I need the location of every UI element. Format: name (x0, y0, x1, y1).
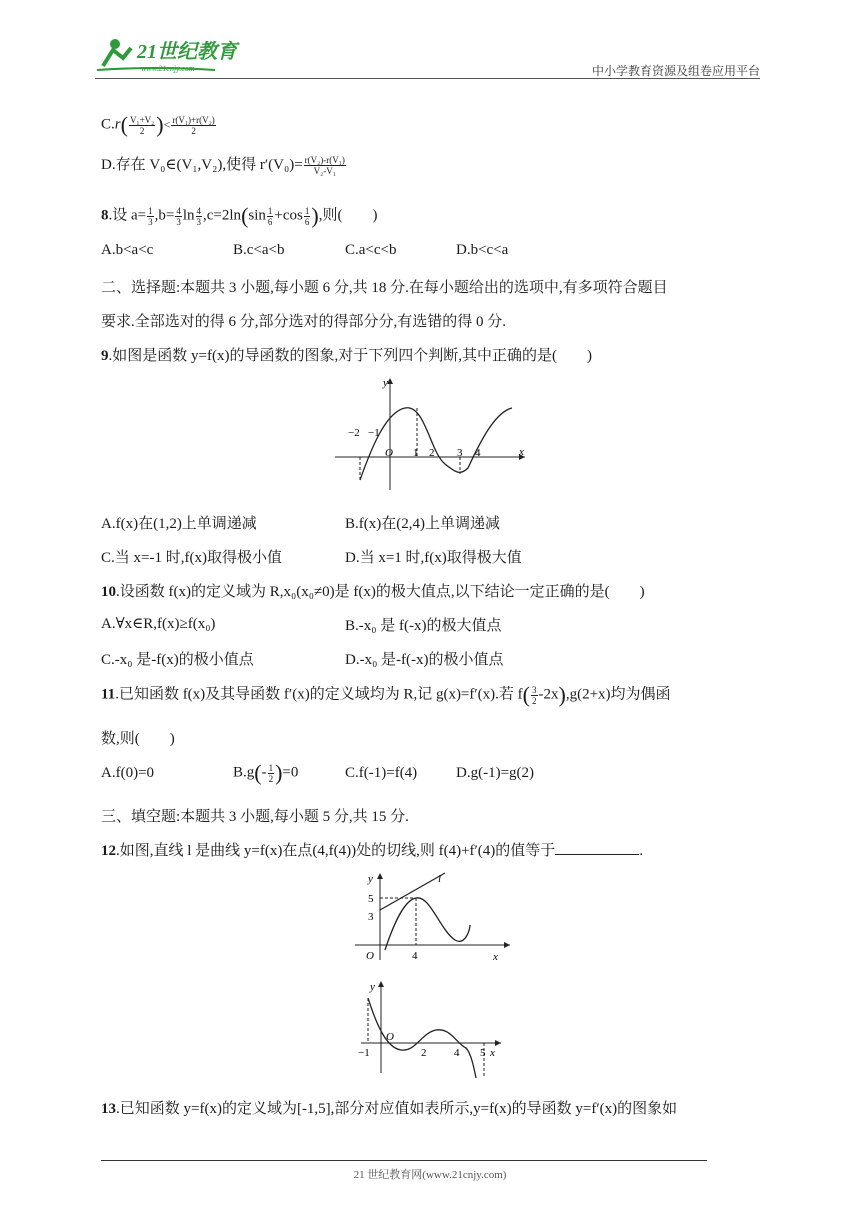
q10-option-d: D.-x₀ 是-f(-x)的极小值点 (345, 652, 504, 668)
q12-answer-blank[interactable] (555, 840, 639, 855)
section-2-line-1: 二、选择题:本题共 3 小题,每小题 6 分,共 18 分.在每小题给出的选项中,有多项符合题目 (101, 280, 668, 296)
svg-text:21世纪教育: 21世纪教育 (137, 41, 237, 63)
header-rule (95, 78, 760, 79)
question-12: 12.如图,直线 l 是曲线 y=f(x)在点(4,f(4))处的切线,则 f(4)+f′(4)的值等于 . (101, 839, 643, 860)
q9-derivative-graph (330, 372, 530, 492)
q8-option-a: A.b<a<c (101, 242, 154, 258)
g3-x-label: x (490, 1047, 495, 1059)
question-8: 8.设 a= $\frac{1}{3}$ ,b= $\frac{4}{3}$ ln $\frac{4}{3}$ ,c=2ln(sin $\frac{1}{6}$ +cos $\frac{1}{6}$ ),则( ) (101, 203, 378, 228)
page-header (95, 30, 760, 80)
q12-tangent-graph (350, 870, 520, 965)
q13-derivative-graph (356, 978, 506, 1083)
g2-x-label: x (493, 951, 498, 963)
g2-tick-3: 3 (368, 911, 374, 923)
g2-tick-4: 4 (412, 950, 418, 962)
g1-tick-1: 1 (413, 447, 419, 459)
question-11-line-2: 数,则( ) (101, 731, 175, 747)
g1-tick-m2: −2 (348, 427, 360, 439)
option-c-line: C.r( $\frac{\text{V₁+V₂}}{2}$ )< $\frac{\text{r(V₁)+r(V₂)}}{2}$ (101, 112, 215, 137)
q9-option-d: D.当 x=1 时,f(x)取得极大值 (345, 550, 522, 566)
g3-y-label: y (370, 981, 375, 993)
footer-rule (101, 1160, 707, 1161)
svg-text:www.21cnjy.com: www.21cnjy.com (141, 64, 195, 73)
g3-tick-m1: −1 (358, 1047, 370, 1059)
section-2-line-2: 要求.全部选对的得 6 分,部分选对的得部分分,有选错的得 0 分. (101, 314, 507, 330)
q11-option-a: A.f(0)=0 (101, 765, 155, 781)
question-13: 13.已知函数 y=f(x)的定义域为[-1,5],部分对应值如表所示,y=f(x)的导函数 y=f′(x)的图象如 (101, 1101, 678, 1117)
header-site-name: 中小学教育资源及组卷应用平台 (591, 64, 760, 78)
g1-x-label: x (519, 446, 524, 458)
g1-tick-2: 2 (429, 447, 435, 459)
g3-tick-5: 5 (480, 1047, 486, 1059)
g2-y-label: y (368, 873, 373, 885)
section-3-heading: 三、填空题:本题共 3 小题,每小题 5 分,共 15 分. (101, 809, 409, 825)
g1-origin: O (385, 447, 393, 459)
option-d-line: D.存在 V₀∈(V₁,V₂),使得 r′(V₀)= $\frac{\text{r(V₂)-r(V₁)}}{\text{V₂-V₁}}$ (101, 155, 345, 177)
g3-tick-2: 2 (421, 1047, 427, 1059)
q11-option-d: D.g(-1)=g(2) (456, 765, 535, 781)
q11-option-c: C.f(-1)=f(4) (345, 765, 418, 781)
g2-origin: O (366, 950, 374, 962)
footer-text: 21 世纪教育网(www.21cnjy.com) (353, 1169, 507, 1181)
q10-option-a: A.∀x∈R,f(x)≥f(x₀) (101, 616, 216, 632)
q9-option-b: B.f(x)在(2,4)上单调递减 (345, 516, 500, 532)
q9-option-c: C.当 x=-1 时,f(x)取得极小值 (101, 550, 282, 566)
g1-tick-3: 3 (457, 447, 463, 459)
q9-option-a: A.f(x)在(1,2)上单调递减 (101, 516, 257, 532)
q8-option-d: D.b<c<a (456, 242, 509, 258)
g1-tick-m1: −1 (368, 427, 380, 439)
g1-y-label: y (383, 377, 388, 389)
site-logo (95, 36, 265, 76)
q8-option-b: B.c<a<b (233, 242, 285, 258)
g2-line-l: l (438, 873, 442, 885)
q11-option-b: B.g(- $\frac{1}{2}$ )=0 (233, 760, 299, 785)
q10-option-b: B.-x₀ 是 f(-x)的极大值点 (345, 618, 502, 634)
g3-origin: O (386, 1031, 394, 1043)
g2-tick-5: 5 (368, 893, 374, 905)
q10-option-c: C.-x₀ 是-f(x)的极小值点 (101, 652, 254, 668)
question-11: 11.已知函数 f(x)及其导函数 f′(x)的定义域均为 R,记 g(x)=f′(x).若 f( $\frac{3}{2}$ -2x),g(2+x)均为偶函 (101, 682, 671, 707)
g1-tick-4: 4 (475, 447, 481, 459)
question-10: 10.设函数 f(x)的定义域为 R,x₀(x₀≠0)是 f(x)的极大值点,以下结论一定正确的是( ) (101, 584, 645, 600)
g3-tick-4: 4 (454, 1047, 460, 1059)
question-9: 9.如图是函数 y=f(x)的导函数的图象,对于下列四个判断,其中正确的是( ) (101, 348, 592, 364)
q8-option-c: C.a<c<b (345, 242, 397, 258)
